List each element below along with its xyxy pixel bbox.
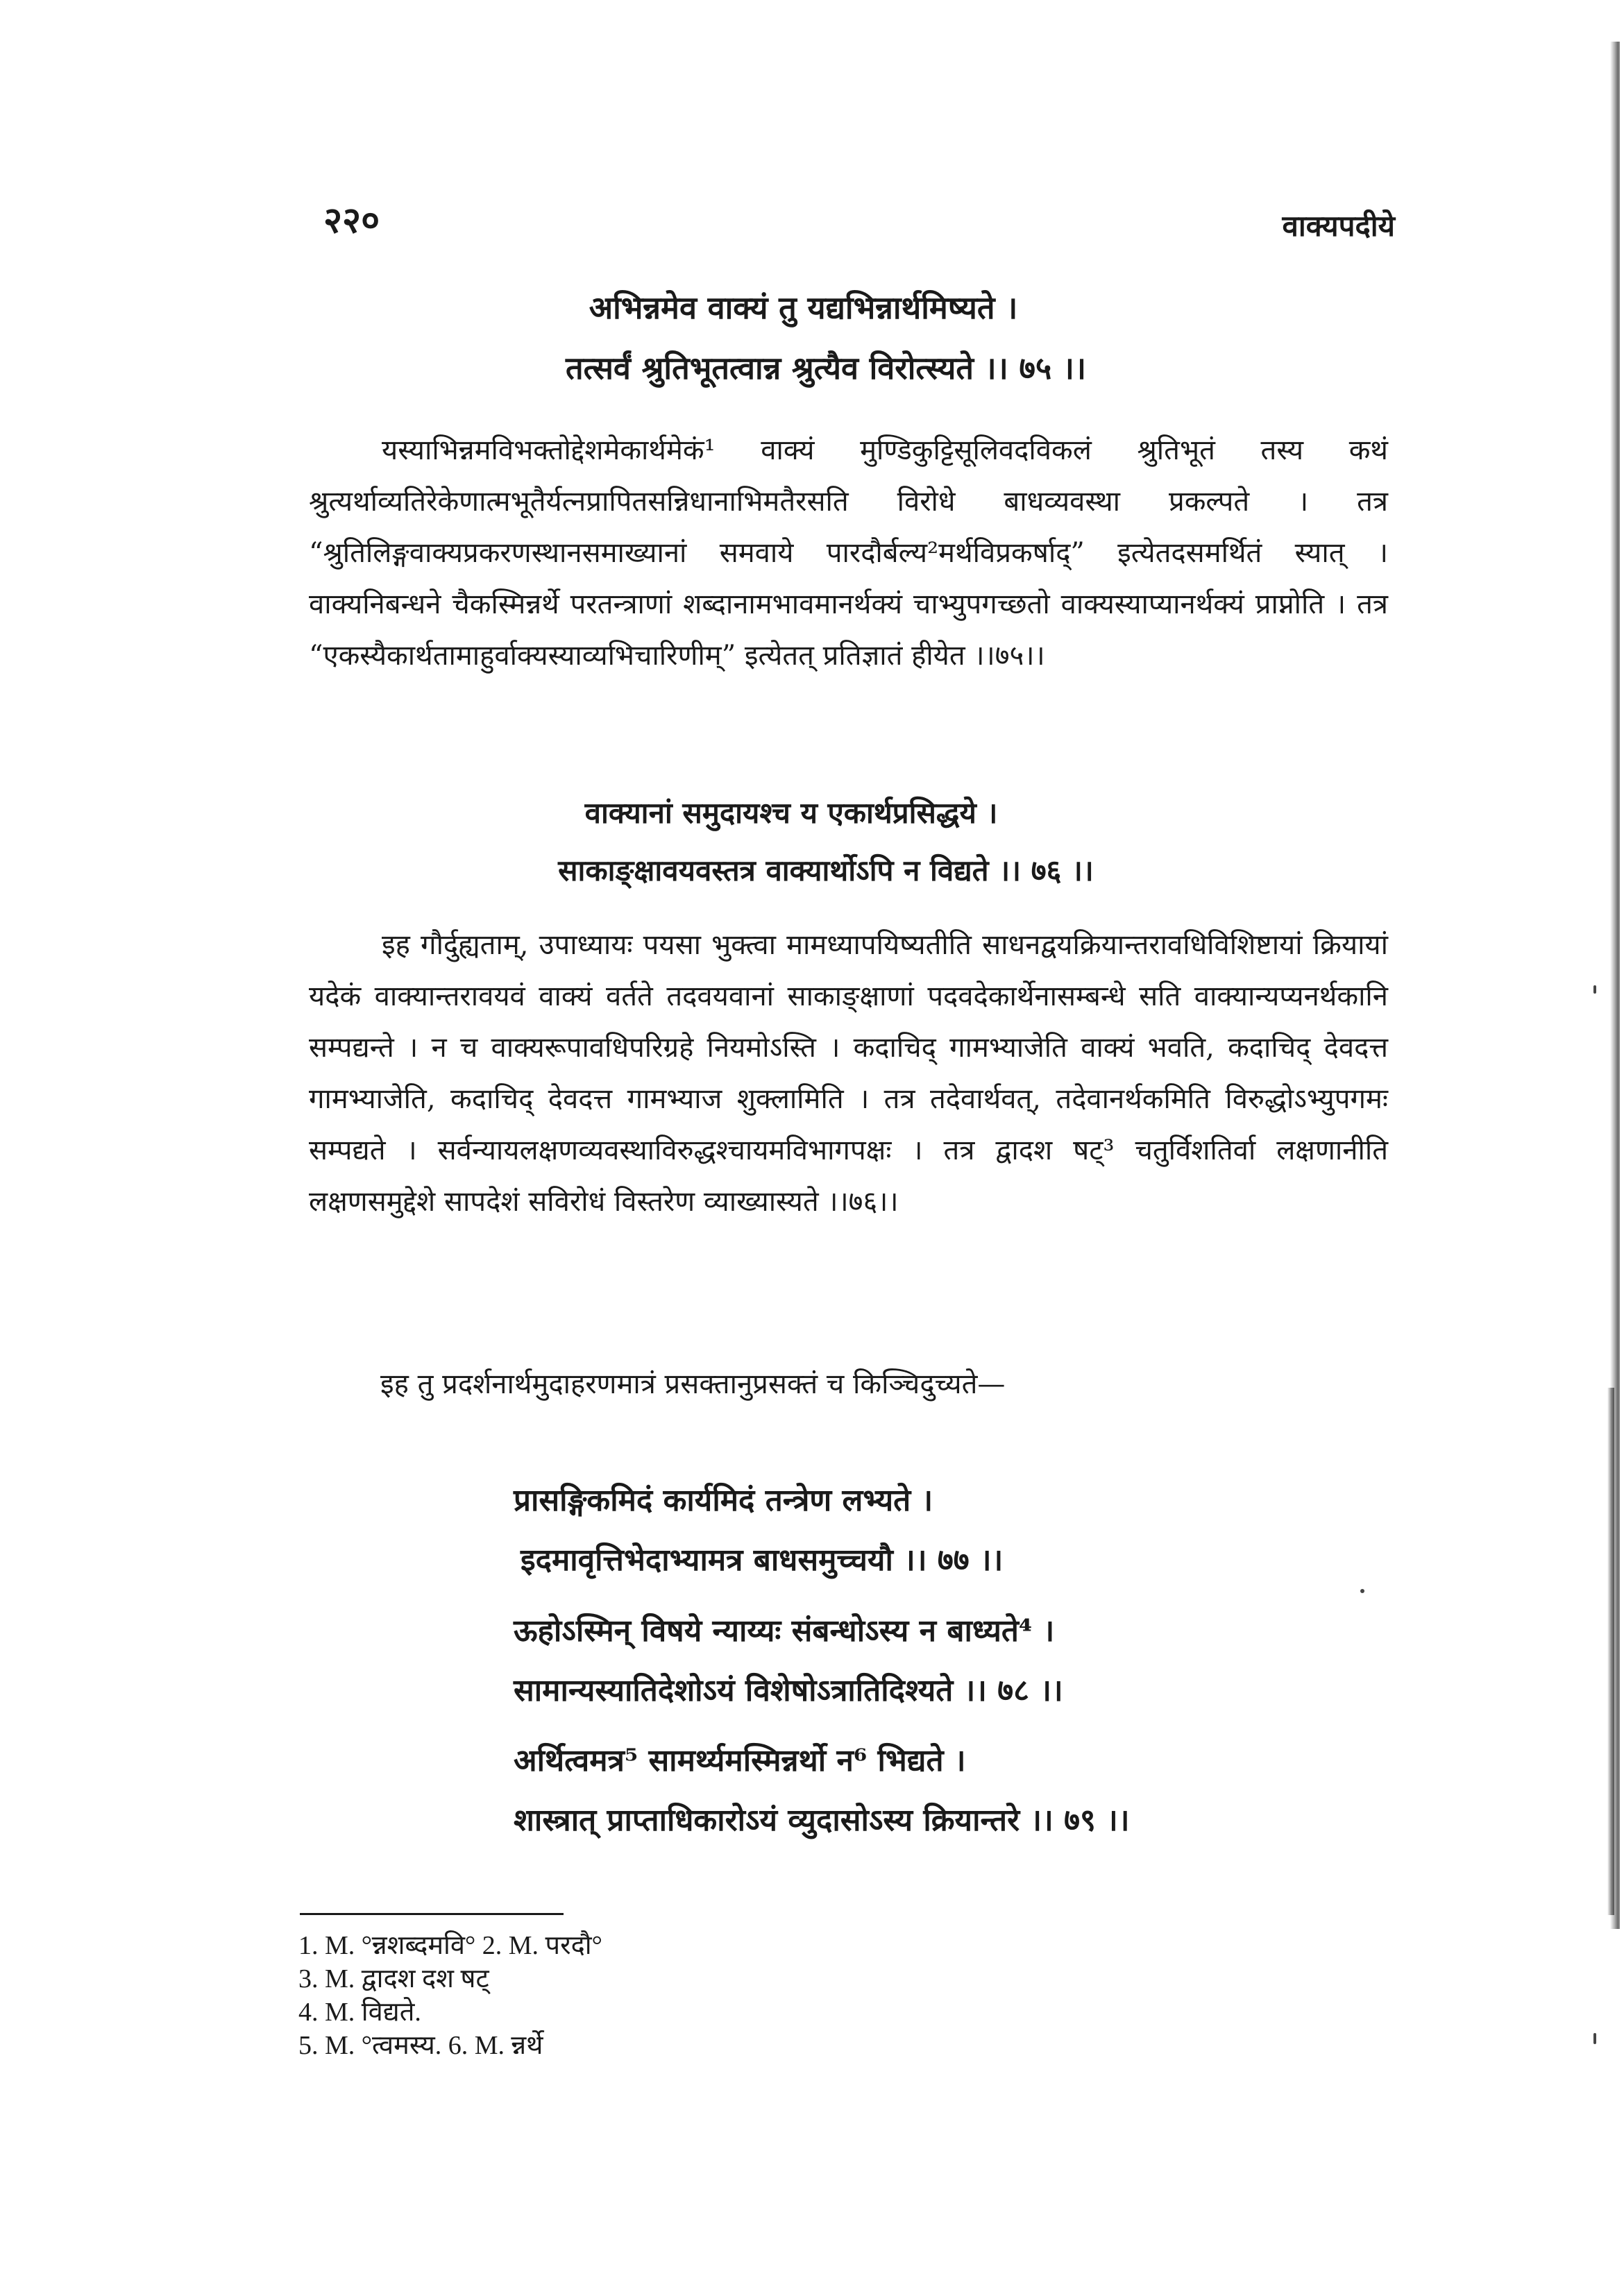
verse-line: तत्सर्वं श्रुतिभूतत्वान्न श्रुत्यैव विरोत्स्यते ।। ७५ ।।: [565, 350, 1087, 386]
running-head: वाक्यपदीये: [1282, 209, 1395, 243]
verse-line: ऊहोऽस्मिन् विषये न्याय्यः संबन्धोऽस्य न बाध्यते⁴ ।: [514, 1613, 1055, 1649]
intro-77: इह तु प्रदर्शनार्थमुदाहरणमात्रं प्रसक्तानुप्रसक्तं च किञ्चिदुच्यते—: [380, 1368, 1006, 1400]
verse-line: शास्त्रात् प्राप्ताधिकारोऽयं व्युदासोऽस्य क्रियान्तरे ।। ७९ ।।: [514, 1803, 1130, 1838]
verse-line: सामान्यस्यातिदेशोऽयं विशेषोऽत्रातिदिश्यते ।। ७८ ।।: [514, 1673, 1063, 1708]
verse-line: इदमावृत्तिभेदाभ्यामत्र बाधसमुच्चयौ ।। ७७ ।।: [521, 1542, 1004, 1578]
commentary-75: [309, 425, 1388, 681]
verse-77: [514, 1478, 1003, 1579]
footnote-rule: [300, 1913, 564, 1915]
verse-line: वाक्यानां समुदायश्च य एकार्थप्रसिद्धये ।: [584, 796, 998, 830]
page-edge-shadow-lower: [1607, 1388, 1614, 1915]
footnote-line: 4. M. विद्यते.: [298, 1998, 421, 2027]
verse-line: अर्थित्वमत्र⁵ सामर्थ्यमस्मिन्नर्थो न⁶ भिद्यते ।: [514, 1743, 966, 1778]
ink-speck: [1360, 1589, 1364, 1593]
ink-speck: [1593, 985, 1596, 994]
verse-line: साकाङ्क्षावयवस्तत्र वाक्यार्थोऽपि न विद्यते ।। ७६ ।।: [558, 853, 1094, 887]
verse-78: [514, 1608, 1063, 1710]
footnotes: [298, 1929, 602, 2062]
commentary-paragraph: इह गौर्दुह्यताम्, उपाध्यायः पयसा भुक्त्वा मामध्यापयिष्यतीति साधनद्वयक्रियान्तरावधिविशिष्टायां क्रियायां यदेकं वाक्यान्तरावयवं वाक्यं वर्तते तदवयवानां साकाङ्क्षाणां पदवदेकार्थेनासम्बन्धे सति वाक्यान्यप्यनर्थकानि सम्पद्यन्ते । न च वाक्यरूपावधिपरिग्रहे नियमोऽस्ति । कदाचिद् गामभ्याजेति वाक्यं भवति, कदाचिद् देवदत्त गामभ्याजेति, कदाचिद् देवदत्त गामभ्याज शुक्लामिति । तत्र तदेवार्थवत्, तदेवानर्थकमिति विरुद्धोऽभ्युपगमः सम्पद्यते । सर्वन्यायलक्षणव्यवस्थाविरुद्धश्चायमविभागपक्षः । तत्र द्वादश षट्³ चतुर्विशतिर्वा लक्षणानीति लक्षणसमुद्देशे सापदेशं सविरोधं विस्तरेण व्याख्यास्यते ।।७६।।: [309, 929, 1389, 1218]
footnote-line: 1. M. °न्नशब्दमवि° 2. M. परदौ°: [298, 1931, 602, 1960]
commentary-76: [309, 919, 1388, 1227]
verse-line: अभिन्नमेव वाक्यं तु यद्यभिन्नार्थमिष्यते ।: [589, 289, 1018, 326]
verse-79: [514, 1738, 1130, 1839]
ink-speck: [1593, 2033, 1596, 2044]
verse-75: [0, 286, 1624, 389]
page-number: २२०: [323, 199, 380, 241]
commentary-paragraph: यस्याभिन्नमविभक्तोद्देशमेकार्थमेकं¹ वाक्यं मुण्डिकुट्टिसूलिवदविकलं श्रुतिभूतं तस्य कथं श्रुत्यर्थाव्यतिरेकेणात्मभूतैर्यत्नप्रापितसन्निधानाभिमतैरसति विरोधे बाधव्यवस्था प्रकल्पते । तत्र “श्रुतिलिङ्गवाक्यप्रकरणस्थानसमाख्यानां समवाये पारदौर्बल्य²मर्थविप्रकर्षाद्” इत्येतदसमर्थितं स्यात् । वाक्यनिबन्धने चैकस्मिन्नर्थे परतन्त्राणां शब्दानामभावमानर्थक्यं चाभ्युपगच्छतो वाक्यस्याप्यानर्थक्यं प्राप्नोति । तत्र “एकस्यैकार्थतामाहुर्वाक्यस्याव्यभिचारिणीम्” इत्येतत् प्रतिज्ञातं हीयेत ।।७५।।: [309, 434, 1388, 672]
verse-76: [0, 792, 1624, 890]
footnote-line: 3. M. द्वादश दश षट्: [298, 1964, 489, 1993]
footnote-line: 5. M. °त्वमस्य. 6. M. न्नर्थे: [298, 2031, 543, 2060]
verse-line: प्रासङ्गिकमिदं कार्यमिदं तन्त्रेण लभ्यते ।: [514, 1483, 933, 1518]
